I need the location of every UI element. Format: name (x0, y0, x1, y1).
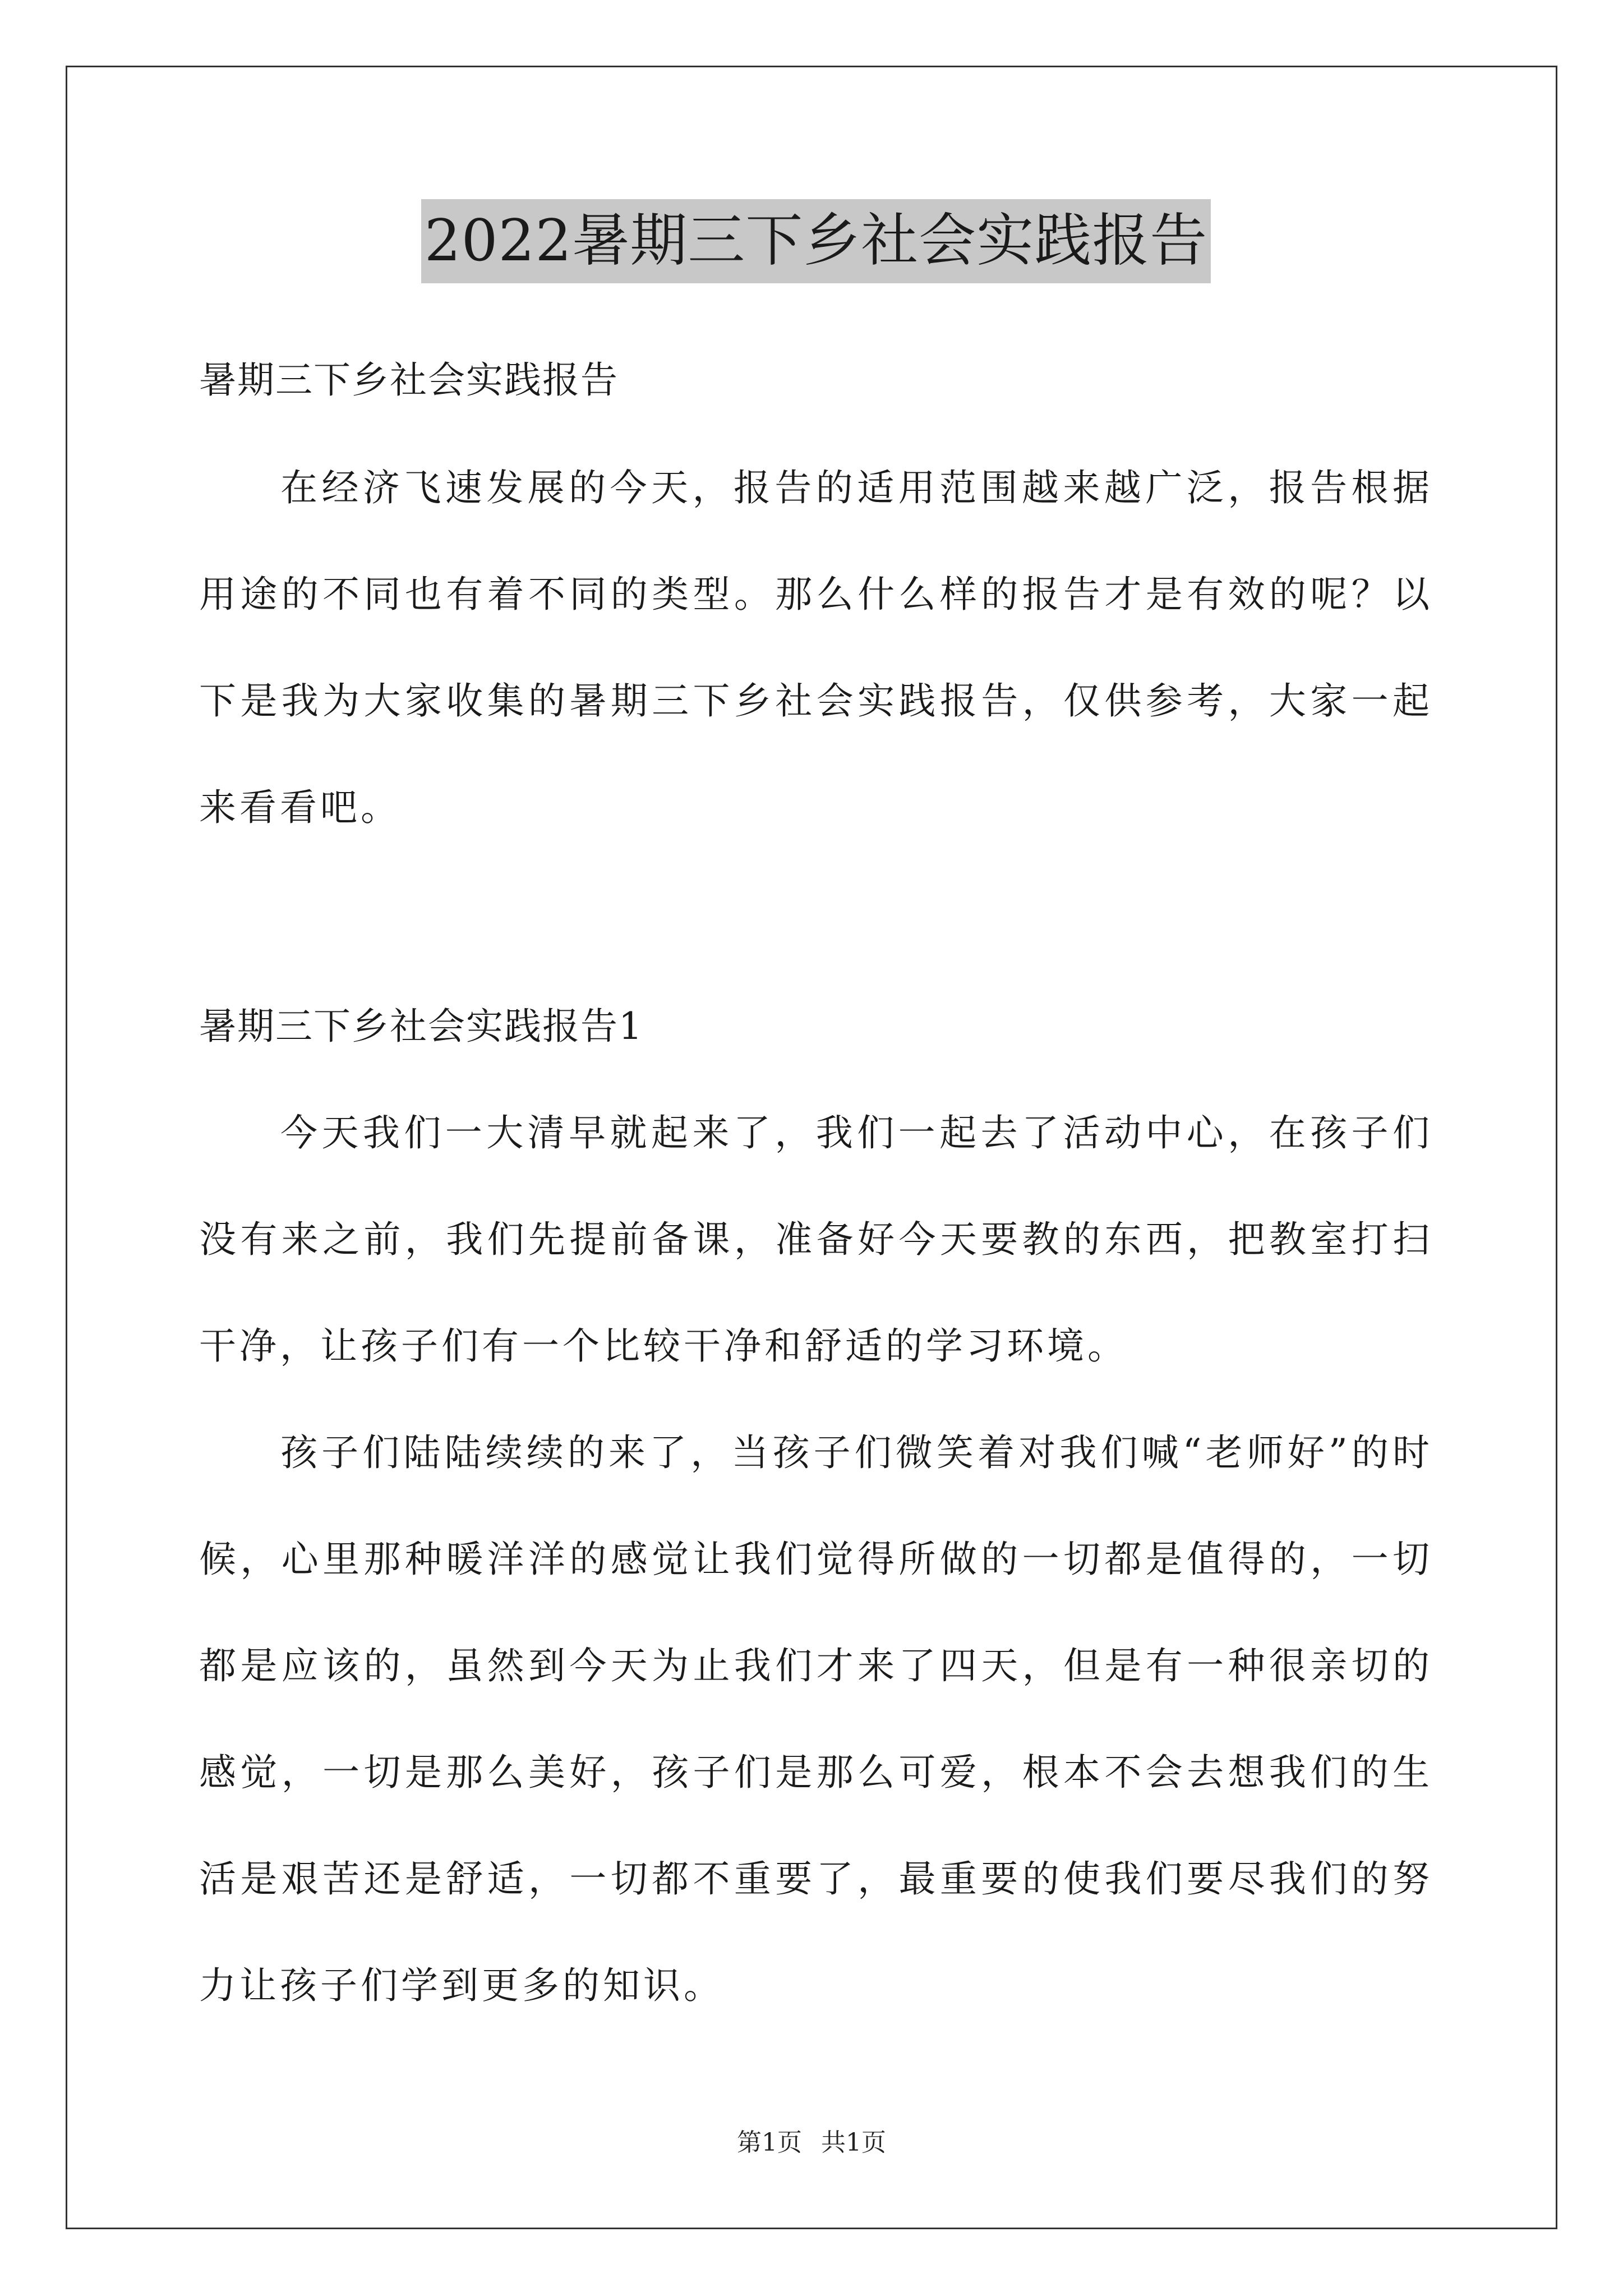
intro-paragraph: 在经济飞速发展的今天，报告的适用范围越来越广泛，报告根据用途的不同也有着不同的类型。那么什么样的报告才是有效的呢？以下是我为大家收集的暑期三下乡社会实践报告，仅供参考，大家一起来看看吧。 (199, 466, 1433, 829)
paragraph-2: 孩子们陆陆续续的来了，当孩子们微笑着对我们喊“老师好”的时候，心里那种暖洋洋的感觉让我们觉得所做的一切都是值得的，一切都是应该的，虽然到今天为止我们才来了四天，但是有一种很亲切的感觉，一切是那么美好，孩子们是那么可爱，根本不会去想我们的生活是艰苦还是舒适，一切都不重要了，最重要的使我们要尽我们的努力让孩子们学到更多的知识。 (199, 1431, 1433, 2007)
title-container (199, 199, 1433, 283)
document-title: 2022暑期三下乡社会实践报告 (421, 199, 1211, 283)
page-footer (0, 2126, 1623, 2160)
section-heading: 暑期三下乡社会实践报告1 (199, 1005, 643, 1048)
document-subtitle: 暑期三下乡社会实践报告 (199, 358, 619, 402)
page-number-current: 第1页 (737, 2128, 802, 2157)
page-number-total: 共1页 (821, 2128, 886, 2157)
paragraph-1: 今天我们一大清早就起来了，我们一起去了活动中心，在孩子们没有来之前，我们先提前备课，准备好今天要教的东西，把教室打扫干净，让孩子们有一个比较干净和舒适的学习环境。 (199, 1111, 1433, 1368)
